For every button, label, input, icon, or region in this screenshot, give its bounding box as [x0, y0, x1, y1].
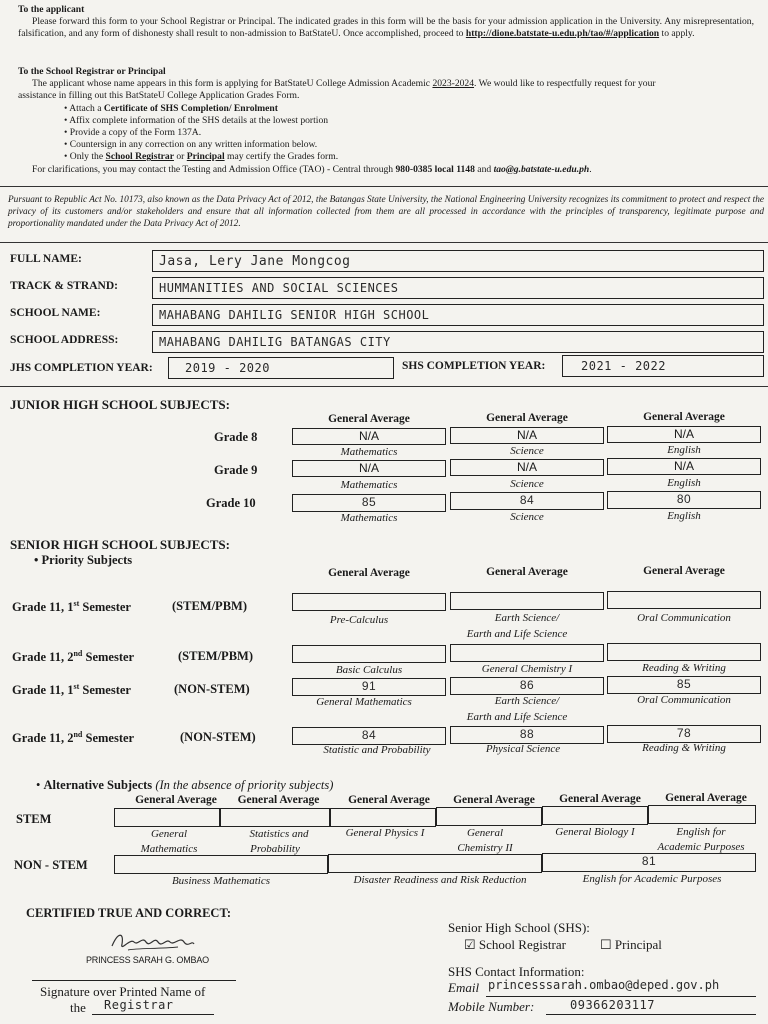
divider-privacy	[0, 242, 768, 243]
shs-row2-subject-1: Basic Calculus	[335, 664, 403, 676]
grade10-math-value: 85	[361, 495, 377, 509]
alt-stem-field-4[interactable]	[436, 807, 542, 826]
divider-top	[0, 186, 768, 187]
contact-email[interactable]: tao@g.batstate-u.edu.ph	[493, 163, 590, 175]
alt-header-5: General Average	[559, 793, 641, 805]
jhs-header-english: General Average	[643, 411, 725, 423]
full-name-label: FULL NAME:	[10, 253, 82, 265]
bullet-5-c: or	[173, 151, 187, 163]
shs-row3-field-1[interactable]	[292, 678, 446, 696]
track-label: TRACK & STRAND:	[10, 280, 118, 292]
jhs-year-field[interactable]	[168, 357, 394, 379]
alt-stem-field-5[interactable]	[542, 806, 648, 825]
applicant-section	[18, 4, 754, 41]
alt-note: (In the absence of priority subjects)	[155, 778, 334, 792]
alt-stem-subject-1a: General	[150, 828, 188, 840]
applicant-text-c: to apply.	[659, 28, 695, 40]
role-line	[92, 1014, 214, 1015]
bullet-2-text: Affix complete information of the SHS details at the lowest portion	[69, 114, 329, 126]
bullet-3	[64, 127, 754, 139]
registrar-bullets	[64, 103, 754, 164]
shs-row2-field-2[interactable]	[450, 644, 604, 662]
shs-row4-subject-1: Statistic and Probability	[323, 744, 431, 756]
alt-nonstem-field-3[interactable]	[542, 853, 756, 872]
contact-line	[32, 164, 754, 176]
alt-stem-field-1[interactable]	[114, 808, 220, 827]
grade9-math-field[interactable]	[292, 460, 446, 477]
mobile-label: Mobile Number:	[448, 999, 535, 1014]
alt-header-4: General Average	[453, 794, 535, 806]
shs-row1-sup: st	[73, 599, 80, 608]
grade8-math-subject: Mathematics	[340, 446, 398, 458]
grade10-math-field[interactable]	[292, 494, 446, 512]
shs-row1-subject-1: Pre-Calculus	[329, 614, 389, 626]
shs-row2-field-1[interactable]	[292, 645, 446, 663]
alt-stem-field-6[interactable]	[648, 805, 756, 824]
grade10-label: Grade 10	[206, 496, 256, 510]
bullet-4	[64, 139, 754, 151]
shs-header-2: General Average	[486, 566, 568, 578]
shs-row3-value-3: 85	[676, 677, 692, 691]
jhs-header-science: General Average	[486, 412, 568, 424]
shs-row3-sup: st	[73, 682, 80, 691]
alt-stem-field-3[interactable]	[330, 808, 436, 827]
applicant-text-a: Please forward this form to your School Registrar or Principal. The indicated grades in this form will be the basis for your admission application in the University.	[32, 16, 663, 28]
bullet-2	[64, 115, 754, 127]
grade10-science-value: 84	[519, 493, 535, 507]
email-label: Email	[448, 980, 480, 995]
alt-stem-field-2[interactable]	[220, 808, 330, 827]
grade9-science-subject: Science	[510, 478, 544, 490]
alt-nonstem-label: NON - STEM	[14, 858, 88, 872]
jhs-year-label: JHS COMPLETION YEAR:	[10, 362, 153, 374]
shs-year-label: SHS COMPLETION YEAR:	[402, 360, 546, 372]
shs-row4-value-3: 78	[676, 726, 692, 740]
priority-heading: • Priority Subjects	[34, 553, 133, 567]
grade9-english-value: N/A	[673, 459, 694, 473]
alt-header-6: General Average	[665, 792, 747, 804]
alt-nonstem-value-3: 81	[641, 854, 657, 868]
bullet-5-a: Only the	[69, 151, 106, 163]
shs-row4-value-1: 84	[361, 728, 377, 742]
applicant-heading: To the applicant	[18, 4, 85, 15]
registrar-printed-name: PRINCESS SARAH G. OMBAO	[86, 955, 209, 965]
shs-row4-grade: Grade 11, 2	[12, 731, 74, 746]
application-link-part2[interactable]: u.edu.ph/tao/#/application	[551, 28, 660, 40]
grade8-english-value: N/A	[673, 427, 694, 441]
shs-row4-sem: Semester	[82, 731, 135, 746]
bullet-4-text: Countersign in any correction on any written information below.	[69, 139, 318, 151]
address-field[interactable]	[152, 331, 764, 353]
grade9-science-field[interactable]	[450, 459, 604, 476]
shs-row3-grade: Grade 11, 1	[12, 683, 74, 698]
alt-header-2: General Average	[237, 794, 320, 806]
application-link-part1[interactable]: http://dione.batstate-	[465, 28, 552, 40]
full-name-field[interactable]	[152, 250, 764, 272]
shs-row2-sem: Semester	[82, 650, 135, 665]
alt-nonstem-subject-3: English for Academic Purposes	[582, 873, 722, 885]
privacy-notice: Pursuant to Republic Act No. 10173, also known as the Data Privacy Act of 2012, the Batangas State University, the National Engineering University recognizes its commitment to protect and respect the privacy of its customers and/or stakeholders and ensure that all information collected from them are all processed in accordance with the principles of transparency, legitimate purpose and proportionality mandated under the Data Privacy Act of 2012.	[8, 195, 764, 229]
signature-caption: Signature over Printed Name of	[40, 984, 206, 999]
shs-row3-field-3[interactable]	[607, 676, 761, 694]
grade10-science-field[interactable]	[450, 492, 604, 510]
shs-year-value: 2021 - 2022	[581, 359, 666, 373]
academic-year: 2023-2024	[432, 78, 475, 90]
school-value: MAHABANG DAHILIG SENIOR HIGH SCHOOL	[159, 308, 430, 322]
shs-row3-track: (NON-STEM)	[174, 682, 250, 696]
grade8-english-field[interactable]	[607, 426, 761, 443]
mobile-line	[546, 1014, 756, 1015]
shs-row3-subject-2a: Earth Science/	[494, 695, 560, 707]
alt-stem-subject-6a: English for	[676, 826, 726, 838]
alt-stem-subject-5: General Biology I	[555, 826, 635, 838]
grade8-math-field[interactable]	[292, 428, 446, 445]
registrar-section	[18, 66, 754, 176]
alt-stem-subject-4b: Chemistry II	[457, 842, 513, 854]
shs-row4-sup: nd	[73, 730, 83, 739]
shs-row3-field-2[interactable]	[450, 677, 604, 695]
shs-row1-subject-2b: Earth and Life Science	[466, 628, 568, 640]
shs-row3-sem: Semester	[79, 683, 131, 698]
jhs-title: JUNIOR HIGH SCHOOL SUBJECTS:	[10, 397, 230, 412]
bullet-5-d: Principal	[186, 151, 225, 163]
alt-header-3: General Average	[348, 794, 430, 806]
alt-stem-label: STEM	[16, 812, 52, 826]
shs-row1-field-3[interactable]	[607, 591, 761, 609]
registrar-option[interactable]	[464, 937, 566, 953]
registrar-text-b: . We would like to respectfully request for your	[474, 78, 656, 90]
shs-row1-subject-3: Oral Communication	[637, 612, 731, 624]
bullet-5	[64, 151, 754, 163]
shs-row1-track: (STEM/PBM)	[172, 599, 247, 613]
track-field[interactable]	[152, 277, 764, 299]
shs-row2-label	[12, 649, 134, 665]
shs-header-3: General Average	[643, 565, 725, 577]
shs-row4-field-3[interactable]	[607, 725, 761, 743]
shs-row4-field-1[interactable]	[292, 727, 446, 745]
shs-row4-field-2[interactable]	[450, 726, 604, 744]
shs-header-1: General Average	[328, 567, 410, 579]
school-label: SCHOOL NAME:	[10, 307, 101, 319]
bullet-3-text: Provide a copy of the Form 137A.	[69, 127, 202, 139]
alt-heading: • Alternative Subjects (In the absence of priority subjects)	[36, 778, 334, 792]
grade10-science-subject: Science	[510, 511, 544, 523]
shs-row3-subject-3: Oral Communication	[637, 694, 731, 706]
alt-stem-subject-6b: Academic Purposes	[657, 841, 745, 853]
email-line	[486, 996, 756, 997]
bullet-1-b: Certificate of SHS Completion/ Enrolment	[103, 102, 278, 114]
alt-header-1: General Average	[135, 794, 217, 806]
grade10-english-value: 80	[676, 492, 692, 506]
shs-row2-grade: Grade 11, 2	[12, 650, 74, 665]
shs-row3-value-2: 86	[519, 678, 535, 692]
principal-option[interactable]	[600, 937, 662, 953]
grade9-english-field[interactable]	[607, 458, 761, 475]
shs-row1-field-1[interactable]	[292, 593, 446, 611]
shs-row4-subject-3: Reading & Writing	[642, 742, 726, 754]
mobile-value: 09366203117	[570, 998, 655, 1012]
checkbox-empty-icon[interactable]: ☐	[600, 937, 612, 952]
shs-row3-label	[12, 682, 131, 698]
grade10-math-subject: Mathematics	[340, 512, 398, 524]
school-field[interactable]	[152, 304, 764, 326]
grade9-math-subject: Mathematics	[340, 479, 398, 491]
bullet-5-e: may certify the Grades form.	[224, 151, 339, 163]
grade9-math-value: N/A	[358, 461, 379, 475]
opt-principal-label: Principal	[614, 937, 662, 952]
registrar-role: Registrar	[104, 998, 174, 1012]
shs-row1-grade: Grade 11, 1	[12, 600, 74, 615]
shs-row2-field-3[interactable]	[607, 643, 761, 661]
shs-row1-sem: Semester	[79, 600, 131, 615]
shs-contact-title: SHS Contact Information:	[448, 964, 585, 979]
track-value: HUMMANITIES AND SOCIAL SCIENCES	[159, 281, 399, 295]
bullet-1-a: Attach a	[69, 102, 104, 114]
alt-stem-subject-2b: Probability	[250, 843, 300, 855]
grade8-english-subject: English	[667, 444, 701, 456]
signature-image	[108, 928, 198, 956]
contact-and: and	[474, 163, 494, 175]
checkbox-checked-icon[interactable]: ☑	[464, 937, 476, 952]
grade9-english-subject: English	[667, 477, 701, 489]
shs-row4-label	[12, 730, 134, 746]
alt-stem-subject-2a: Statistics and	[249, 828, 309, 840]
registrar-text	[18, 78, 754, 90]
alt-title: Alternative Subjects	[43, 778, 153, 792]
shs-row1-subject-2a: Earth Science/	[494, 612, 560, 624]
signature-caption-the: the	[70, 1000, 86, 1015]
jhs-header-math: General Average	[328, 413, 410, 425]
grade8-math-value: N/A	[358, 429, 379, 443]
alt-nonstem-subject-1: Business Mathematics	[171, 875, 271, 887]
shs-year-field[interactable]	[562, 355, 764, 377]
registrar-text-c: assistance in filling out this BatStateU College Application Grades Form.	[18, 90, 300, 102]
shs-row3-subject-2b: Earth and Life Science	[466, 711, 568, 723]
shs-row1-field-2[interactable]	[450, 592, 604, 610]
alt-stem-subject-3: General Physics I	[345, 827, 425, 839]
signature-line	[32, 980, 236, 981]
grade8-science-field[interactable]	[450, 427, 604, 444]
alt-nonstem-field-2[interactable]	[328, 854, 542, 873]
grade8-science-subject: Science	[510, 445, 544, 457]
shs-row2-subject-2: General Chemistry I	[481, 663, 573, 675]
shs-row1-label	[12, 599, 131, 615]
applicant-instructions	[18, 16, 754, 40]
shs-title: SENIOR HIGH SCHOOL SUBJECTS:	[10, 537, 230, 552]
alt-stem-subject-4a: General	[466, 827, 504, 839]
email-value: princesssarah.ombao@deped.gov.ph	[488, 978, 720, 992]
alt-nonstem-subject-2: Disaster Readiness and Risk Reduction	[353, 874, 527, 886]
shs-row3-subject-1: General Mathematics	[316, 696, 412, 708]
shs-row3-value-1: 91	[361, 679, 377, 693]
shs-row4-value-2: 88	[519, 727, 535, 741]
grade9-science-value: N/A	[516, 460, 537, 474]
contact-end: .	[589, 163, 592, 175]
bullet-1	[64, 103, 754, 115]
shs-box-title: Senior High School (SHS):	[448, 920, 590, 935]
priority-label: Priority Subjects	[41, 553, 133, 567]
grade10-english-subject: English	[667, 510, 701, 522]
shs-row4-subject-2: Physical Science	[485, 743, 561, 755]
shs-row2-track: (STEM/PBM)	[178, 649, 253, 663]
alt-nonstem-field-1[interactable]	[114, 855, 328, 874]
full-name-value: Jasa, Lery Jane Mongcog	[159, 254, 351, 269]
grade8-label: Grade 8	[214, 430, 258, 444]
registrar-heading: To the School Registrar or Principal	[18, 66, 166, 77]
shs-row2-sup: nd	[73, 649, 83, 658]
grade9-label: Grade 9	[214, 463, 258, 477]
opt-registrar-label: School Registrar	[478, 937, 566, 952]
registrar-text-a: The applicant whose name appears in this form is applying for BatStateU College Admission Academic	[32, 78, 433, 90]
alt-stem-subject-1b: Mathematics	[140, 843, 198, 855]
grade10-english-field[interactable]	[607, 491, 761, 509]
shs-row4-track: (NON-STEM)	[180, 730, 256, 744]
bullet-5-b: School Registrar	[105, 151, 174, 163]
cert-title: CERTIFIED TRUE AND CORRECT:	[26, 906, 232, 920]
grade8-science-value: N/A	[516, 428, 537, 442]
applicant-text-b: Any misrepresentation, falsification, and any form of dishonesty shall result to non-admission to BatStateU. Once accomplished, proceed to	[18, 16, 754, 40]
shs-row2-subject-3: Reading & Writing	[642, 662, 726, 674]
contact-text: For clarifications, you may contact the Testing and Admission Office (TAO) - Central through	[32, 163, 396, 175]
address-label: SCHOOL ADDRESS:	[10, 334, 119, 346]
jhs-year-value: 2019 - 2020	[185, 361, 270, 375]
contact-phone: 980-0385 local 1148	[395, 163, 475, 175]
address-value: MAHABANG DAHILIG BATANGAS CITY	[159, 335, 391, 349]
divider-fields	[0, 386, 768, 387]
